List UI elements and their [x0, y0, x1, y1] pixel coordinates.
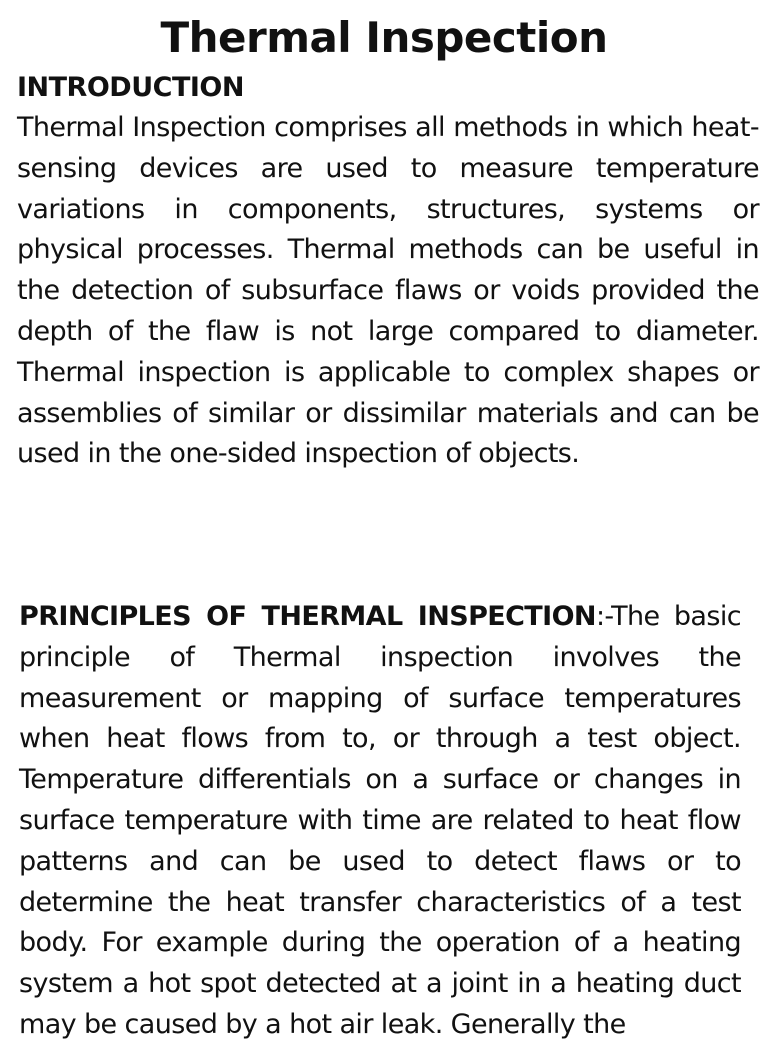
introduction-heading: INTRODUCTION	[17, 72, 244, 103]
principles-paragraph	[19, 597, 741, 1046]
introduction-paragraph: Thermal Inspection comprises all methods in which heat-sensing devices are used to measure temperature variations in components, structures, systems or physical processes. Thermal methods can be useful in the detection of subsurface flaws or voids provided the depth of the flaw is not large compared to diameter. Thermal inspection is applicable to complex shapes or assemblies of similar or dissimilar materials and can be used in the one-sided inspection of objects.	[17, 112, 759, 470]
principles-heading: PRINCIPLES OF THERMAL INSPECTION	[19, 601, 596, 632]
page-title: Thermal Inspection	[160, 13, 608, 62]
principles-body: :-The basic principle of Thermal inspection involves the measurement or mapping of surface temperatures when heat flows from to, or through a test object. Temperature differentials on a surface or changes in surface temperature with time are related to heat flow patterns and can be used to detect flaws or to determine the heat transfer characteristics of a test body. For example during the operation of a heating system a hot spot detected at a joint in a heating duct may be caused by a hot air leak. Generally the	[19, 601, 741, 1040]
